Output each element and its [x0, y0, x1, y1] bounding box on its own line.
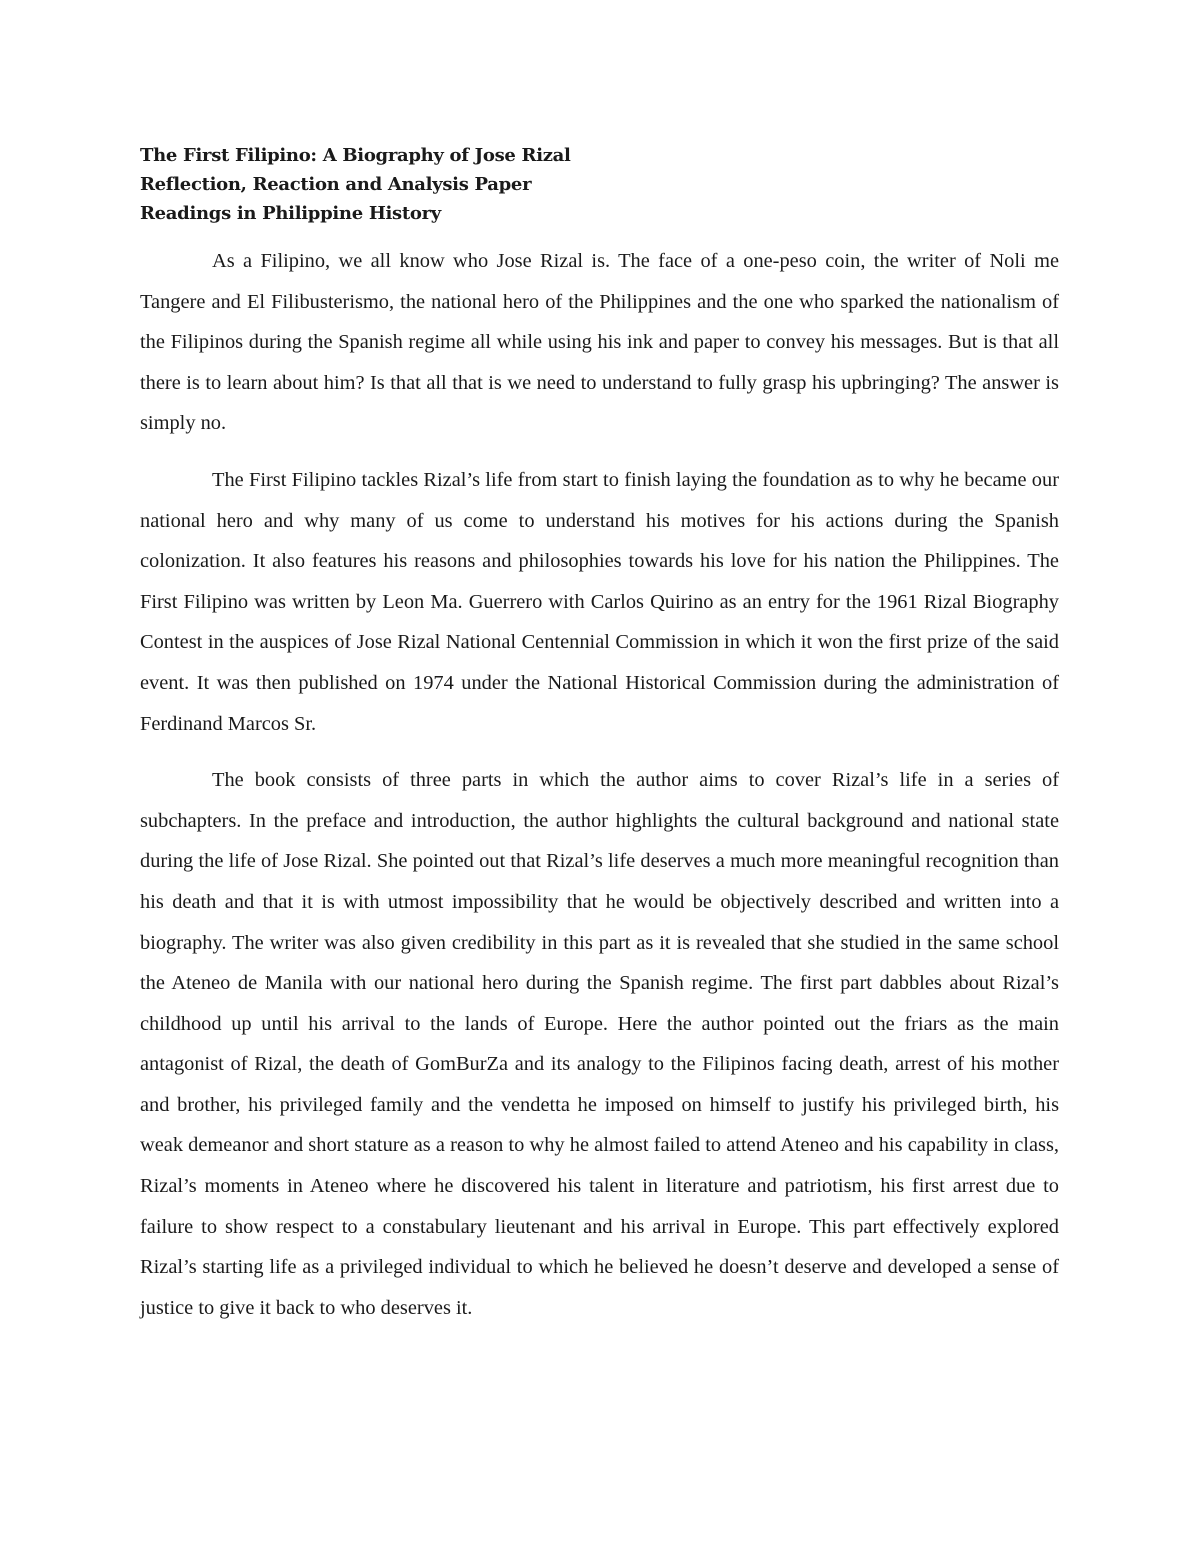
- paragraph-book-structure: The book consists of three parts in which the author aims to cover Rizal’s life in a series of subchapters. In the preface and introduction, the author highlights the cultural background and national state during the life of Jose Rizal. She pointed out that Rizal’s life deserves a much more meaningful recognition than his death and that it is with utmost impossibility that he would be objectively described and written into a biography. The writer was also given credibility in this part as it is revealed that she studied in the same school the Ateneo de Manila with our national hero during the Spanish regime. The first part dabbles about Rizal’s childhood up until his arrival to the lands of Europe. Here the author pointed out the friars as the main antagonist of Rizal, the death of GomBurZa and its analogy to the Filipinos facing death, arrest of his mother and brother, his privileged family and the vendetta he imposed on himself to justify his privileged birth, his weak demeanor and short stature as a reason to why he almost failed to attend Ateneo and his capability in class, Rizal’s moments in Ateneo where he discovered his talent in literature and patriotism, his first arrest due to failure to show respect to a constabulary lieutenant and his arrival in Europe. This part effectively explored Rizal’s starting life as a privileged individual to which he believed he doesn’t deserve and developed a sense of justice to give it back to who deserves it.: [140, 769, 1059, 1319]
- course-name: Readings in Philippine History: [140, 203, 441, 224]
- paragraph-intro: As a Filipino, we all know who Jose Rizal is. The face of a one-peso coin, the writer of Noli me Tangere and El Filibusterismo, the national hero of the Philippines and the one who sparked the nationalism of the Filipinos during the Spanish regime all while using his ink and paper to convey his messages. But is that all there is to learn about him? Is that all that is we need to understand to fully grasp his upbringing? The answer is simply no.: [140, 250, 1059, 435]
- document-title: The First Filipino: A Biography of Jose Rizal: [140, 145, 571, 166]
- paragraph-book-overview: The First Filipino tackles Rizal’s life from start to finish laying the foundation as to why he became our national hero and why many of us come to understand his motives for his actions during the Spanish colonization. It also features his reasons and philosophies towards his love for his nation the Philippines. The First Filipino was written by Leon Ma. Guerrero with Carlos Quirino as an entry for the 1961 Rizal Biography Contest in the auspices of Jose Rizal National Centennial Commission in which it won the first prize of the said event. It was then published on 1974 under the National Historical Commission during the administration of Ferdinand Marcos Sr.: [140, 468, 1059, 735]
- document-subtitle: Reflection, Reaction and Analysis Paper: [140, 174, 532, 195]
- document-page: [140, 141, 1059, 1328]
